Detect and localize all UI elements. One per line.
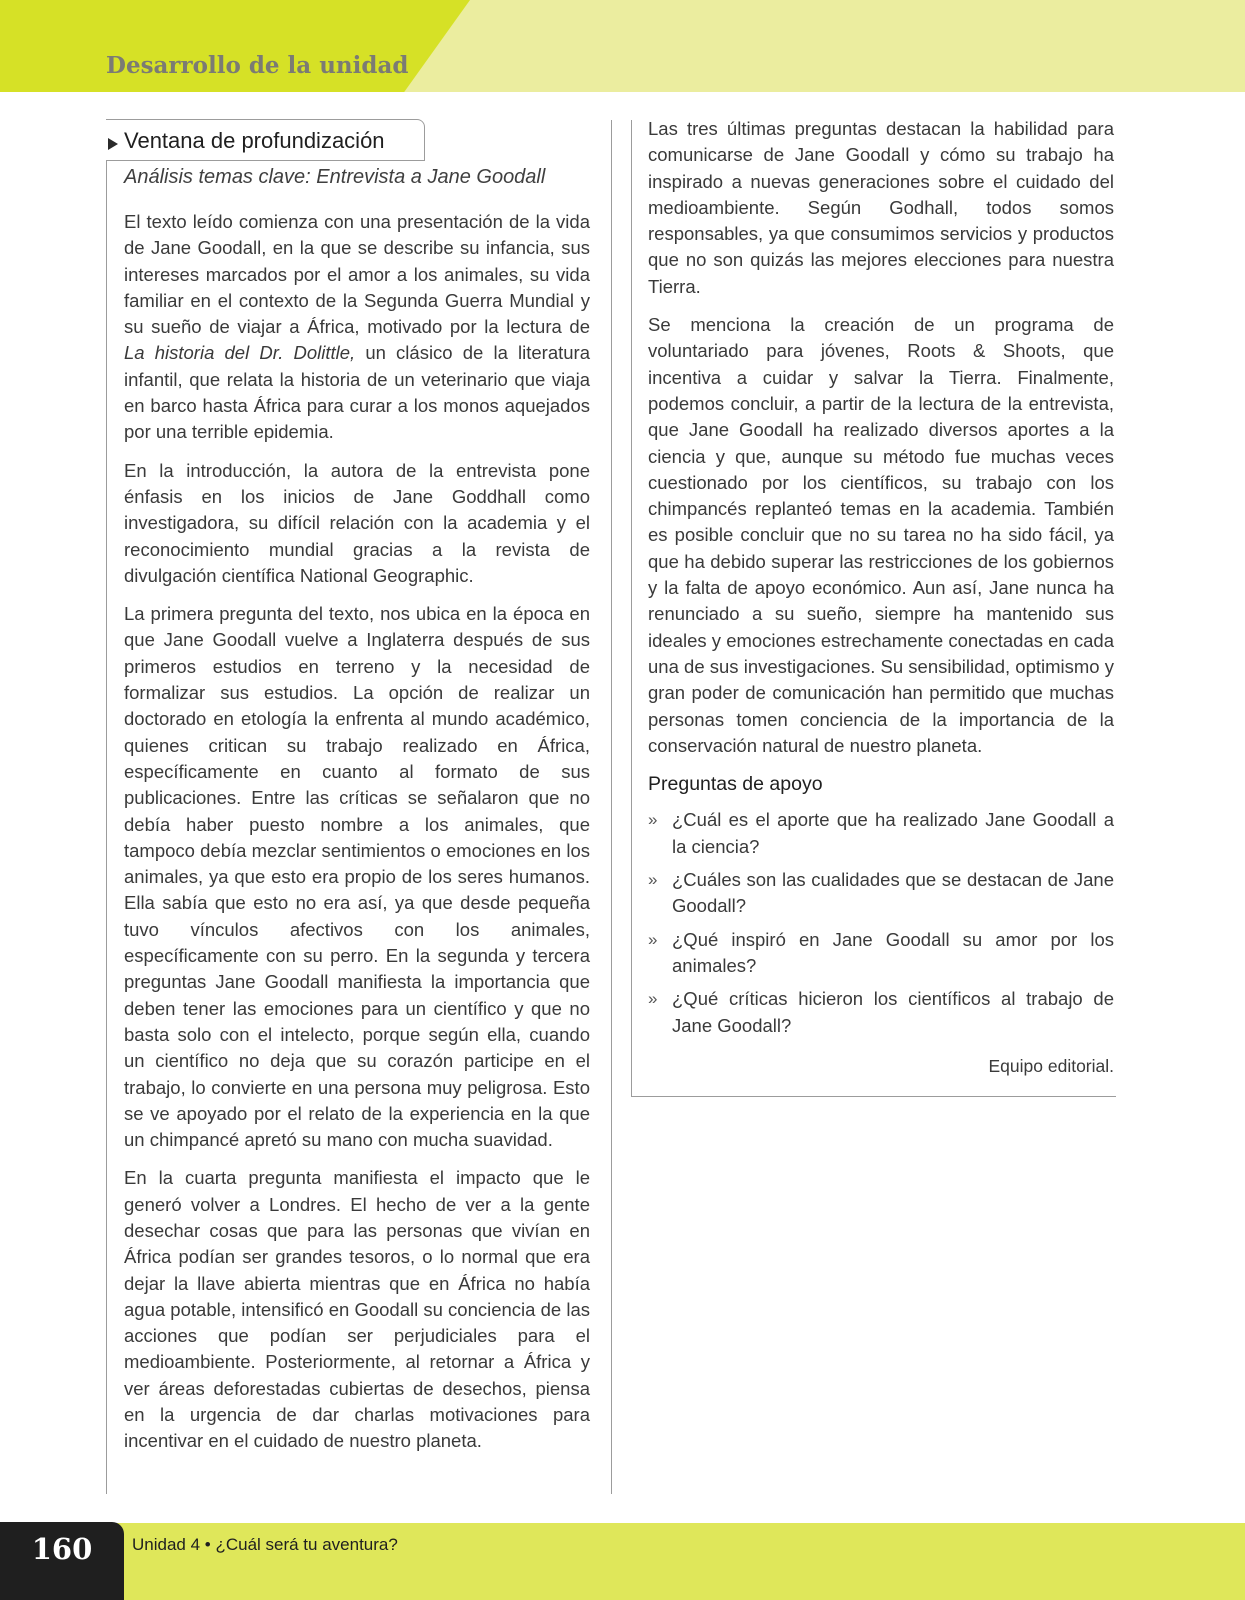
paragraph: Se menciona la creación de un programa de voluntariado para jóvenes, Roots & Shoots, que incentiva a cuidar y salvar la Tierra. Finalmente, podemos concluir, a partir de la lectura de la entrevista, que Jane Goodall ha realizado diversos aportes a la ciencia y que, aunque su método fue muchas veces cuestionado por los científicos, su trabajo con los chimpancés replanteó temas en la academia. También es posible concluir que no su tarea no ha sido fácil, ya que ha debido superar las restricciones de los gobiernos y la falta de apoyo económico. Aun así, Jane nunca ha renunciado a su sueño, siempre ha mantenido sus ideales y emociones estrechamente conectadas en cada una de sus investigaciones. Su sensibilidad, optimismo y gran poder de comunicación han permitido que muchas personas tomen conciencia de la importancia de la conservación natural de nuestro planeta. bbox=[648, 314, 1114, 756]
triangle-right-icon bbox=[108, 138, 118, 150]
book-title: La historia del Dr. Dolittle, bbox=[124, 342, 356, 364]
bullet-icon: » bbox=[648, 989, 658, 1009]
list-item: » ¿Qué críticas hicieron los científicos al trabajo de Jane Goodall? bbox=[648, 988, 1114, 1036]
left-column bbox=[124, 209, 590, 1467]
right-column bbox=[648, 116, 1114, 1079]
paragraph: En la cuarta pregunta manifiesta el impacto que le generó volver a Londres. El hecho de ver a la gente desechar cosas que para las personas que vivían en África podían ser grandes tesoros, o lo normal que era dejar la llave abierta mientras que en África no había agua potable, intensificó en Goodall su conciencia de las acciones que podían ser perjudiciales para el medioambiente. Posteriormente, al retornar a África y ver áreas deforestadas cubiertas de desechos, piensa en la urgencia de dar charlas motivaciones para incentivar en el cuidado de nuestro planeta. bbox=[124, 1167, 590, 1452]
list-item: » ¿Qué inspiró en Jane Goodall su amor por los animales? bbox=[648, 928, 1114, 976]
page-number: 160 bbox=[31, 1532, 93, 1566]
box-title: Ventana de profundización bbox=[124, 128, 385, 153]
list-item: » ¿Cuáles son las cualidades que se destacan de Jane Goodall? bbox=[648, 869, 1114, 917]
paragraph: La primera pregunta del texto, nos ubica en la época en que Jane Goodall vuelve a Inglaterra después de sus primeros estudios en terreno y la necesidad de formalizar sus estudios. La opción de realizar un doctorado en etología la enfrenta al mundo académico, quienes critican su trabajo realizado en África, específicamente en cuanto al formato de sus publicaciones. Entre las críticas se señalaron que no debía haber puesto nombre a los animales, que tampoco debía mezclar sentimientos o emociones en los animales, ya que esto era propio de los seres humanos. Ella sabía que esto no era así, ya que desde pequeña tuvo vínculos afectivos con los animales, específicamente con su perro. En la segunda y tercera preguntas Jane Goodall manifiesta la importancia que deben tener las emociones para un científico y que no basta solo con el intelecto, porque según ella, cuando un científico no deja que su corazón participe en el trabajo, lo convierte en una persona muy peligrosa. Esto se ve apoyado por el relato de la experiencia en la que un chimpancé apretó su mano con mucha suavidad. bbox=[124, 603, 590, 1151]
paragraph: Las tres últimas preguntas destacan la habilidad para comunicarse de Jane Goodall y cómo su trabajo ha inspirado a nuevas generaciones sobre el cuidado del medioambiente. Según Godhall, todos somos responsables, ya que consumimos servicios y productos que no son quizás las mejores elecciones para nuestra Tierra. bbox=[648, 118, 1114, 297]
paragraph: El texto leído comienza con una presentación de la vida de Jane Goodall, en la que se describe su infancia, sus intereses marcados por el amor a los animales, su vida familiar en el contexto de la Segunda Guerra Mundial y su sueño de viajar a África, motivado por la lectura de La historia del Dr. Dolittle, un clásico de la literatura infantil, que relata la historia de un veterinario que viaja en barco hasta África para curar a los monos aquejados por una terrible epidemia. bbox=[124, 211, 591, 443]
unit-label: Unidad 4 • ¿Cuál será tu aventura? bbox=[132, 1535, 398, 1554]
questions-heading: Preguntas de apoyo bbox=[648, 773, 823, 796]
bullet-icon: » bbox=[648, 929, 658, 949]
section-title: Desarrollo de la unidad bbox=[106, 52, 409, 79]
bullet-icon: » bbox=[648, 810, 658, 830]
credit-line: Equipo editorial. bbox=[988, 1055, 1114, 1076]
bullet-icon: » bbox=[648, 870, 658, 890]
paragraph: En la introducción, la autora de la entrevista pone énfasis en los inicios de Jane Goddhall como investigadora, su difícil relación con la academia y el reconocimiento mundial gracias a la revista de divulgación científica National Geographic. bbox=[124, 459, 590, 586]
list-item: » ¿Cuál es el aporte que ha realizado Jane Goodall a la ciencia? bbox=[648, 809, 1114, 857]
box-subtitle: Análisis temas clave: Entrevista a Jane Goodall bbox=[124, 166, 546, 188]
questions-list bbox=[648, 807, 1114, 1038]
